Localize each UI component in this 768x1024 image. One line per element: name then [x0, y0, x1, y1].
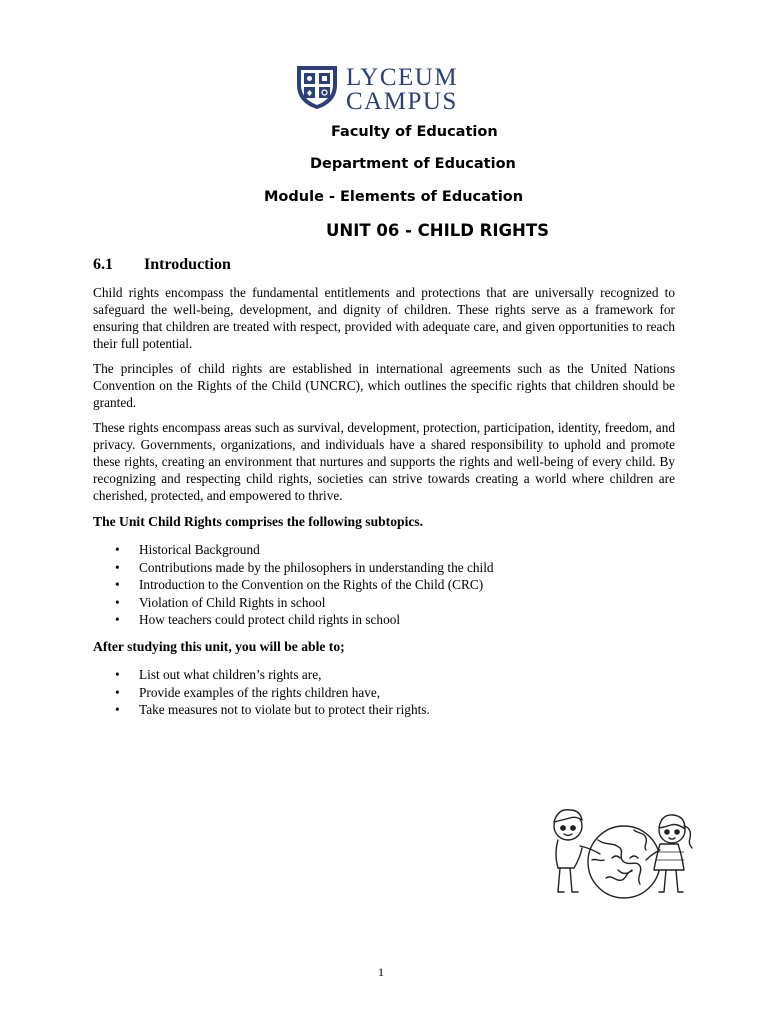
list-item	[93, 541, 653, 559]
children-hugging-globe-icon	[546, 800, 696, 900]
faculty-title: Faculty of Education	[331, 124, 498, 140]
bullet-icon: •	[115, 667, 120, 682]
list-item	[93, 611, 653, 629]
logo-wordmark	[346, 63, 458, 114]
list-item-text: Contributions made by the philosophers in understanding the child	[139, 559, 494, 575]
section-number: 6.1	[93, 256, 113, 273]
department-title: Department of Education	[310, 156, 516, 172]
paragraph-3: These rights encompass areas such as survival, development, protection, participation, identity, freedom, and privacy. Governments, organizations, and individuals have a shared responsibility to uphold and promote these rights, creating an environment that nurtures and supports the rights and well-being of every child. By recognizing and respecting child rights, societies can strive towards creating a world where children are cherished, protected, and empowered to thrive.	[93, 420, 675, 503]
list-item	[93, 594, 653, 612]
bullet-icon: •	[115, 577, 120, 592]
section-title: Introduction	[144, 256, 231, 273]
list-item	[93, 701, 653, 719]
subtopics-list	[93, 541, 653, 629]
paragraph-2: The principles of child rights are established in international agreements such as the United Nations Convention on the Rights of the Child (UNCRC), which outlines the specific rights that children should be granted.	[93, 361, 675, 410]
list-item-text: Violation of Child Rights in school	[139, 594, 326, 610]
subtopics-heading: The Unit Child Rights comprises the following subtopics.	[93, 514, 424, 529]
unit-title: UNIT 06 - CHILD RIGHTS	[326, 221, 549, 240]
list-item-text: Take measures not to violate but to protect their rights.	[139, 702, 430, 717]
list-item	[93, 684, 653, 702]
lyceum-campus-logo	[294, 63, 484, 115]
list-item-text: Historical Background	[139, 542, 260, 557]
bullet-icon: •	[115, 612, 120, 627]
children-globe-illustration	[546, 800, 696, 900]
bullet-icon: •	[115, 594, 120, 610]
module-title: Module - Elements of Education	[264, 189, 524, 205]
bullet-icon: •	[115, 559, 120, 575]
list-item	[93, 576, 653, 594]
list-item-text: Provide examples of the rights children have,	[139, 684, 381, 700]
shield-icon	[294, 63, 340, 111]
list-item	[93, 666, 653, 684]
logo-line-2: CAMPUS	[346, 88, 458, 115]
list-item	[93, 559, 653, 577]
bullet-icon: •	[115, 702, 120, 717]
list-item-text: Introduction to the Convention on the Rights of the Child (CRC)	[139, 577, 484, 592]
outcomes-list	[93, 666, 653, 719]
logo-line-1: LYCEUM	[346, 64, 459, 91]
bullet-icon: •	[115, 542, 120, 557]
bullet-icon: •	[115, 684, 120, 700]
paragraph-1: Child rights encompass the fundamental entitlements and protections that are universally recognized to safeguard the well-being, development, and dignity of children. These rights serve as a framework for ensuring that children are treated with respect, provided with adequate care, and given opportunities to reach their full potential.	[93, 285, 675, 351]
list-item-text: List out what children’s rights are,	[139, 667, 322, 682]
outcomes-heading: After studying this unit, you will be able to;	[93, 639, 345, 654]
list-item-text: How teachers could protect child rights in school	[139, 612, 401, 627]
page-number: 1	[378, 965, 384, 979]
section-heading	[93, 256, 231, 274]
